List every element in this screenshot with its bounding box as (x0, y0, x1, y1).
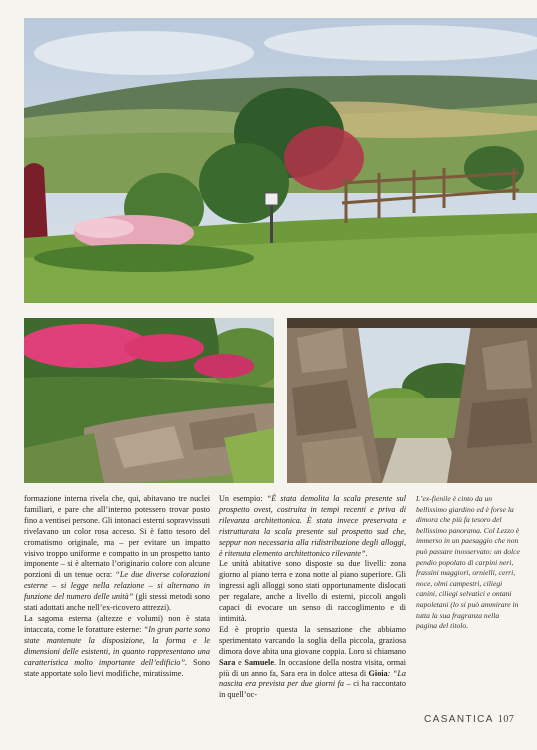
person-name: Sara (219, 657, 236, 667)
text-run: Un esempio: (219, 494, 263, 503)
page-number: 107 (497, 714, 515, 725)
body-text-column-2 (219, 494, 406, 701)
text-run: formazione interna rivela che, qui, abitavano tre nuclei familiari, e pare che all’interno potessero trovar posto fino a ventisei persone. Gli intonaci esterni sopravvissuti rivelavano un color rosa acceso. Si è fatto tesoro del cromatismo originale, ma – per evitare un impatto visivo troppo uniforme e compatto in un prospetto tanto imponente – si è alternato l’originario colore con alcune porzioni di un tenue ocra: (24, 494, 210, 580)
paragraph (24, 494, 210, 614)
quote: “In gran parte sono state mantenute la disposizione, la forma e le dimensioni delle esistenti, in quanto rappresentano una caratteristica molto importante dell’edificio”. (24, 624, 211, 667)
quote: “È stata demolita la scala presente sul prospetto ovest, costruita in tempi recenti e priva di rilevanza architettonica. È stata invece preservata e ristrutturata la scala presente sul prospetto sud che, seppur non necessaria alla ridistribuzione degli alloggi, è ritenuta elemento architettonico rilevante”. (219, 494, 406, 558)
text-run: – ci ha raccontato in quell’oc- (219, 679, 407, 700)
photo-caption (416, 494, 520, 632)
quote: : “La nascita era prevista per due giorni fa (219, 668, 406, 689)
stone-passage-photo (287, 318, 537, 483)
person-name: Samuele (244, 657, 274, 667)
paragraph (219, 625, 406, 701)
text-run: La sagoma esterna (altezze e volumi) non è stata intaccata, come le foratture esterne: (24, 613, 210, 634)
text-run: e (238, 657, 242, 667)
garden-landscape-photo (24, 18, 537, 303)
body-text-column-1 (24, 494, 210, 679)
page-footer (424, 714, 514, 725)
paragraph (24, 614, 210, 679)
text-run: Sono state apportate solo lievi modifiche, miratissime. (24, 657, 211, 678)
caption-text: L’ex-fienile è cinto da un bellissimo giardino ed è forse la dimora che più fa tesoro del bellissimo panorama. Col Lezzo è immerso in un paesaggio che non può passare inosservato: un dolce pendio popolato di carpini neri, frassini maggiori, ornielli, cerri, noce, olmi campestri, ciliegi canini, ciliegi selvatici e ontani napoletani (lo si può ammirare in tutta la sua fragranza nella pagina del titolo. (416, 494, 520, 631)
rock-garden-photo (24, 318, 274, 483)
magazine-name: CASANTICA (424, 714, 494, 725)
text-run: Ed è proprio questa la sensazione che abbiamo sperimentato varcando la soglia della piccola, graziosa dimora dove abita una giovane coppia. Loro si chiamano (219, 624, 406, 656)
text-run: (gli stessi metodi sono stati adottati anche nell’ex-ricovero attrezzi). (24, 592, 211, 613)
quote: “Le due diverse colorazioni esterne – si legge nella relazione – si alternano in funzione del numero delle unità” (24, 570, 211, 602)
person-name: Gioia (368, 668, 388, 678)
text-run: . In occasione della nostra visita, ormai più di un anno fa, Sara era in dolce attesa di (219, 657, 407, 678)
paragraph (219, 559, 406, 624)
text-run: Le unità abitative sono disposte su due livelli: zona giorno al piano terra e zona notte al piano superiore. Gli ingressi agli alloggi sono stati opportunamente dislocati per regalare, anche a livello di esterni, piccoli angoli capaci di evocare un senso di raccoglimento e di intimità. (219, 559, 406, 623)
paragraph (219, 494, 406, 559)
